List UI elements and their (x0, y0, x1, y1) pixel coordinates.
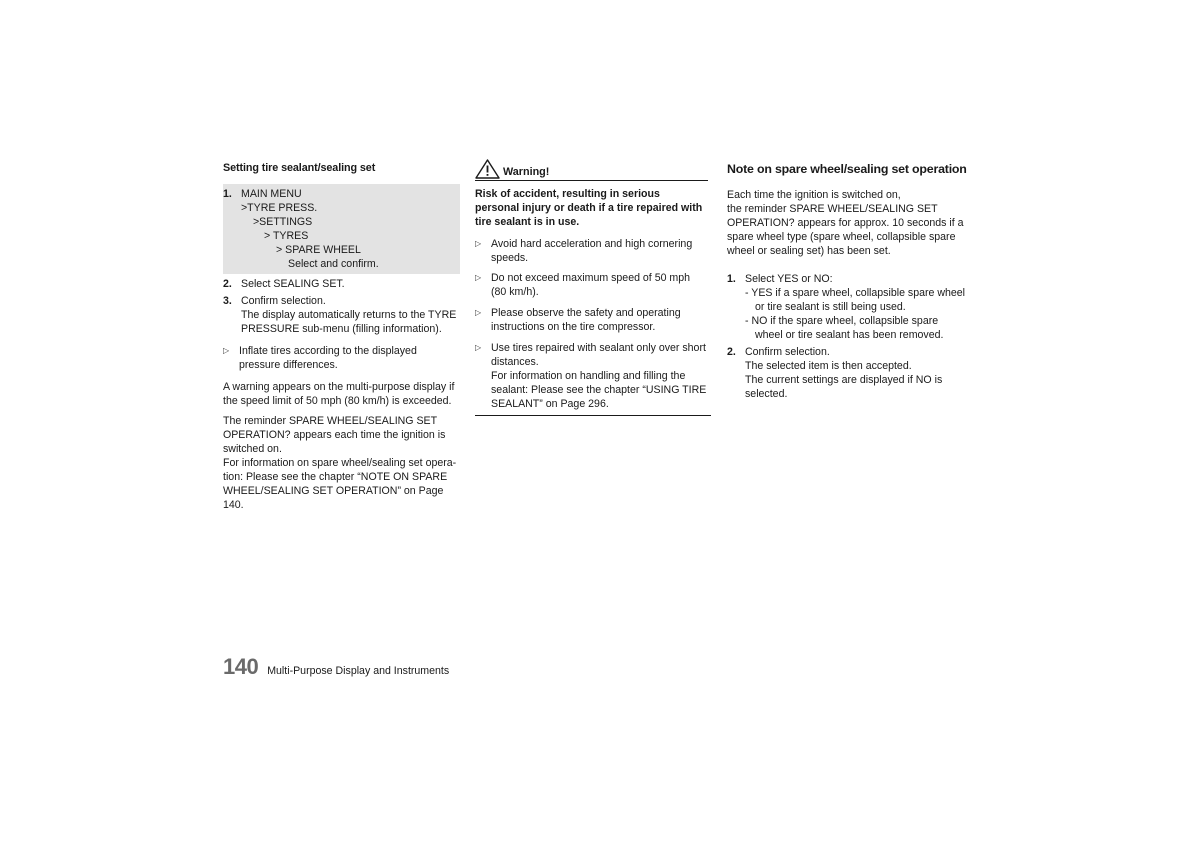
step-number: 2. (223, 278, 232, 290)
list-item: ▷ Please observe the safety and operating instructions on the tire compressor. (475, 307, 681, 333)
paragraph-reminder: The reminder SPARE WHEEL/SEALING SET OPERATION? appears each time the ignition is switched on. For information on spare wheel/sealing set opera- tion: Please see the chapter “NOTE ON SPARE WHEEL/SEALING SET OPERATION” on Page 140. (223, 415, 457, 511)
warning-triangle-icon (475, 159, 500, 179)
list-item: ▷ Inflate tires according to the displayed pressure differences. (223, 345, 417, 371)
menu-path-line: > SPARE WHEEL (276, 244, 361, 256)
step-2: 2. Select SEALING SET. (223, 278, 345, 290)
triangle-right-icon: ▷ (475, 308, 482, 317)
page-number: 140 (223, 654, 259, 679)
step-number: 1. (223, 188, 232, 200)
step-2: 2. Confirm selection. The selected item is then accepted. The current settings are displayed if NO is selected. (727, 346, 943, 400)
step-number: 2. (727, 346, 736, 358)
triangle-right-icon: ▷ (475, 273, 482, 282)
option-line: or tire sealant is still being used. (755, 301, 906, 313)
section-heading-sealant: Setting tire sealant/sealing set (223, 162, 376, 174)
section-heading-spare-wheel: Note on spare wheel/sealing set operation (727, 162, 967, 176)
warning-title: Risk of accident, resulting in serious personal injury or death if a tire repaired with tire sealant is in use. (475, 188, 703, 228)
triangle-right-icon: ▷ (475, 343, 482, 352)
option-line: - NO if the spare wheel, collapsible spare (745, 315, 939, 327)
menu-path-line: > TYRES (264, 230, 309, 242)
left-column (223, 161, 463, 512)
step-number: 1. (727, 273, 736, 285)
warning-header (475, 159, 708, 181)
list-item: ▷ Do not exceed maximum speed of 50 mph (80 km/h). (475, 272, 691, 298)
menu-path-line: Select and confirm. (288, 258, 379, 270)
step-1 (223, 187, 460, 271)
option-line: wheel or tire sealant has been removed. (755, 329, 944, 341)
footer-section-title: Multi-Purpose Display and Instruments (267, 665, 450, 677)
step-3: 3. Confirm selection. The display automatically returns to the TYRE PRESSURE sub-menu (filling information). (223, 295, 457, 335)
warning-label: Warning! (503, 166, 550, 178)
paragraph-speed-warning: A warning appears on the multi-purpose display if the speed limit of 50 mph (80 km/h) is exceeded. (223, 381, 455, 407)
menu-path-line: >SETTINGS (253, 216, 313, 228)
page-footer (223, 654, 450, 679)
warning-end-rule (475, 415, 711, 416)
triangle-right-icon: ▷ (223, 346, 230, 355)
menu-path-line: >TYRE PRESS. (241, 202, 318, 214)
list-item: ▷ Use tires repaired with sealant only over short distances. For information on handling and filling the sealant: Please see the chapter “USING TIRE SEALANT” on Page 296. (475, 342, 707, 410)
option-line: - YES if a spare wheel, collapsible spare wheel (745, 287, 966, 299)
warning-column (475, 159, 711, 416)
step-number: 3. (223, 295, 232, 307)
right-column (727, 161, 967, 401)
step-1: 1. Select YES or NO: - YES if a spare wheel, collapsible spare wheel or tire sealant is still being used. - NO if the spare wheel, collapsible spare wheel or tire sealant has been removed. (727, 273, 966, 341)
triangle-right-icon: ▷ (475, 239, 482, 248)
menu-path-box (223, 184, 460, 274)
list-item: ▷ Avoid hard acceleration and high cornering speeds. (475, 238, 693, 264)
menu-path-line: MAIN MENU (241, 188, 302, 200)
paragraph-intro: Each time the ignition is switched on, the reminder SPARE WHEEL/SEALING SET OPERATION? appears for approx. 10 seconds if a spare wheel type (spare wheel, collapsible spare wheel or sealing set) has been set. (727, 189, 964, 257)
